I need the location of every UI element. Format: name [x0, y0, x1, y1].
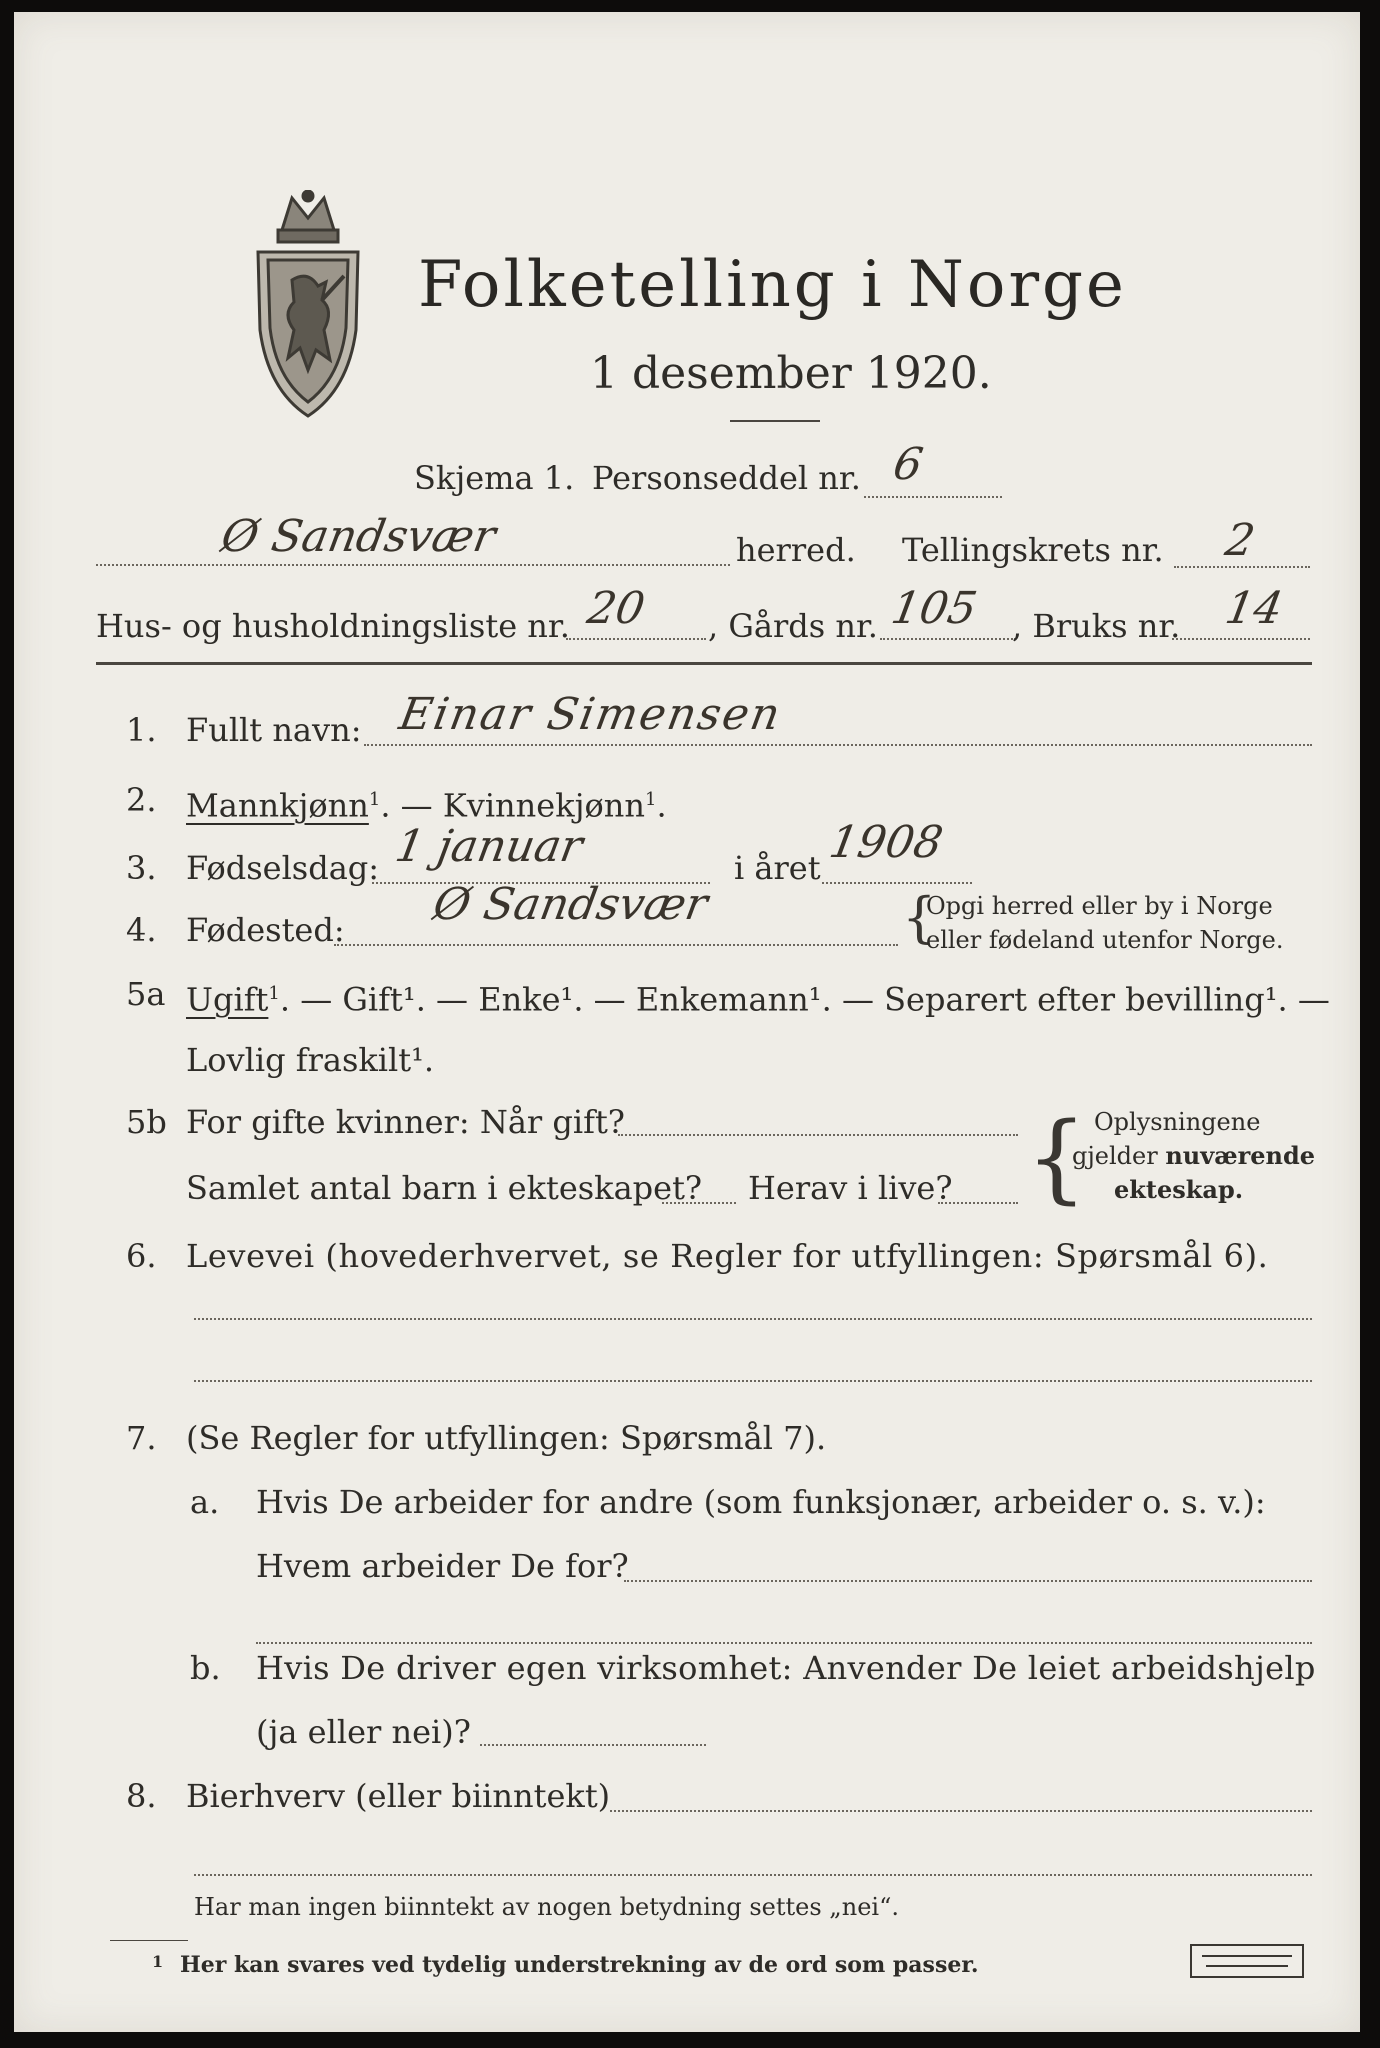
q1-number: 1. — [126, 711, 157, 749]
bruks-value[interactable]: 14 — [1221, 583, 1287, 634]
year-label: i året — [734, 849, 821, 887]
q5a-number: 5a — [126, 975, 166, 1013]
q2-number: 2. — [126, 781, 157, 819]
side-income-field-line1[interactable] — [610, 1810, 1312, 1812]
q7a-line1: Hvis De arbeider for andre (som funksjonær, arbeider o. s. v.): — [256, 1483, 1266, 1521]
q7b-letter: b. — [190, 1649, 221, 1687]
printer-stamp-icon — [1190, 1944, 1304, 1978]
title-divider — [730, 420, 820, 422]
q6-label: Levevei (hovederhvervet, se Regler for utfyllingen: Spørsmål 6). — [186, 1237, 1269, 1275]
q5a-line2: Lovlig fraskilt¹. — [186, 1041, 435, 1079]
q4-brace: { — [902, 886, 937, 949]
q8-number: 8. — [126, 1777, 157, 1815]
herred-value[interactable]: Ø Sandsvær — [217, 511, 500, 562]
q4-label: Fødested: — [186, 911, 345, 949]
q8-label: Bierhverv (eller biinntekt) — [186, 1777, 611, 1815]
unmarried-option[interactable]: Ugift — [186, 980, 269, 1019]
footnote-rule — [110, 1940, 188, 1941]
q5b-brace: { — [1026, 1102, 1088, 1214]
bruks-label: , Bruks nr. — [1012, 607, 1181, 645]
birthday-value[interactable]: 1 januar — [391, 821, 587, 872]
q7-label: (Se Regler for utfyllingen: Spørsmål 7). — [186, 1419, 827, 1457]
q8-note: Har man ingen biinntekt av nogen betydning settes „nei“. — [194, 1893, 899, 1921]
husholdningsliste-label: Hus- og husholdningsliste nr. — [96, 607, 570, 645]
q5a-options: Ugift$^1$. — Gift¹. — Enke¹. — Enkemann¹. — Separert efter bevilling¹. — — [186, 980, 1330, 1019]
q3-label: Fødselsdag: — [186, 849, 380, 887]
full-name-value[interactable]: Einar Simensen — [395, 689, 786, 740]
q5b-note-line2: gjelder nuværende — [1072, 1141, 1316, 1170]
census-date: 1 desember 1920. — [590, 348, 992, 399]
q4-number: 4. — [126, 911, 157, 949]
q5b-number: 5b — [126, 1103, 167, 1141]
personseddel-value[interactable]: 6 — [889, 439, 927, 490]
norway-coat-of-arms-icon — [252, 190, 364, 420]
hired-help-field[interactable] — [480, 1744, 706, 1746]
occupation-field-line2[interactable] — [194, 1380, 1312, 1382]
q3-number: 3. — [126, 849, 157, 887]
q7b-line1: Hvis De driver egen virksomhet: Anvender De leiet arbeidshjelp — [256, 1649, 1316, 1687]
side-income-field-line2[interactable] — [194, 1874, 1312, 1876]
herred-label: herred. — [736, 531, 856, 569]
q1-label: Fullt navn: — [186, 711, 362, 749]
personseddel-label: Personseddel nr. — [592, 459, 861, 497]
q5b-note-line3: ekteskap. — [1114, 1175, 1244, 1204]
footnote-text: Her kan svares ved tydelig understrekning av de ord som passer. — [180, 1952, 979, 1978]
header-rule — [96, 662, 1312, 665]
q5b-note-line1: Oplysningene — [1094, 1108, 1261, 1136]
male-option[interactable]: Mannkjønn — [186, 786, 369, 825]
q5b-line1: For gifte kvinner: Når gift? — [186, 1103, 625, 1141]
footnote-marker: 1 — [152, 1952, 164, 1971]
form-title: Folketelling i Norge — [418, 248, 1127, 322]
q7b-line2: (ja eller nei)? — [256, 1713, 471, 1751]
birthplace-value[interactable]: Ø Sandsvær — [429, 879, 712, 930]
q2-options: Mannkjønn$^1$. — Kvinnekjønn$^1$. — [186, 786, 667, 825]
q4-note-line1: Opgi herred eller by i Norge — [926, 892, 1273, 920]
children-count-field[interactable] — [662, 1202, 736, 1204]
q7a-letter: a. — [190, 1483, 220, 1521]
married-date-field[interactable] — [618, 1134, 1018, 1136]
q6-number: 6. — [126, 1237, 157, 1275]
employer-field-line2[interactable] — [256, 1642, 1312, 1644]
children-alive-field[interactable] — [938, 1202, 1018, 1204]
q5b-line2a: Samlet antal barn i ekteskapet? — [186, 1169, 703, 1207]
tellingskrets-label: Tellingskrets nr. — [902, 531, 1164, 569]
birth-year-value[interactable]: 1908 — [825, 817, 947, 868]
gards-label: , Gårds nr. — [708, 607, 878, 645]
q4-note-line2: eller fødeland utenfor Norge. — [926, 926, 1284, 954]
q5b-line2b: Herav i live? — [748, 1169, 953, 1207]
husholdningsliste-value[interactable]: 20 — [583, 583, 649, 634]
tellingskrets-value[interactable]: 2 — [1221, 515, 1259, 566]
q7-number: 7. — [126, 1419, 157, 1457]
employer-field-line1[interactable] — [624, 1580, 1312, 1582]
gards-value[interactable]: 105 — [887, 583, 981, 634]
occupation-field-line1[interactable] — [194, 1318, 1312, 1320]
female-option[interactable]: Kvinnekjønn — [442, 786, 645, 825]
census-form — [14, 12, 1360, 2032]
q7a-line2: Hvem arbeider De for? — [256, 1547, 629, 1585]
schema-label: Skjema 1. — [414, 459, 575, 497]
